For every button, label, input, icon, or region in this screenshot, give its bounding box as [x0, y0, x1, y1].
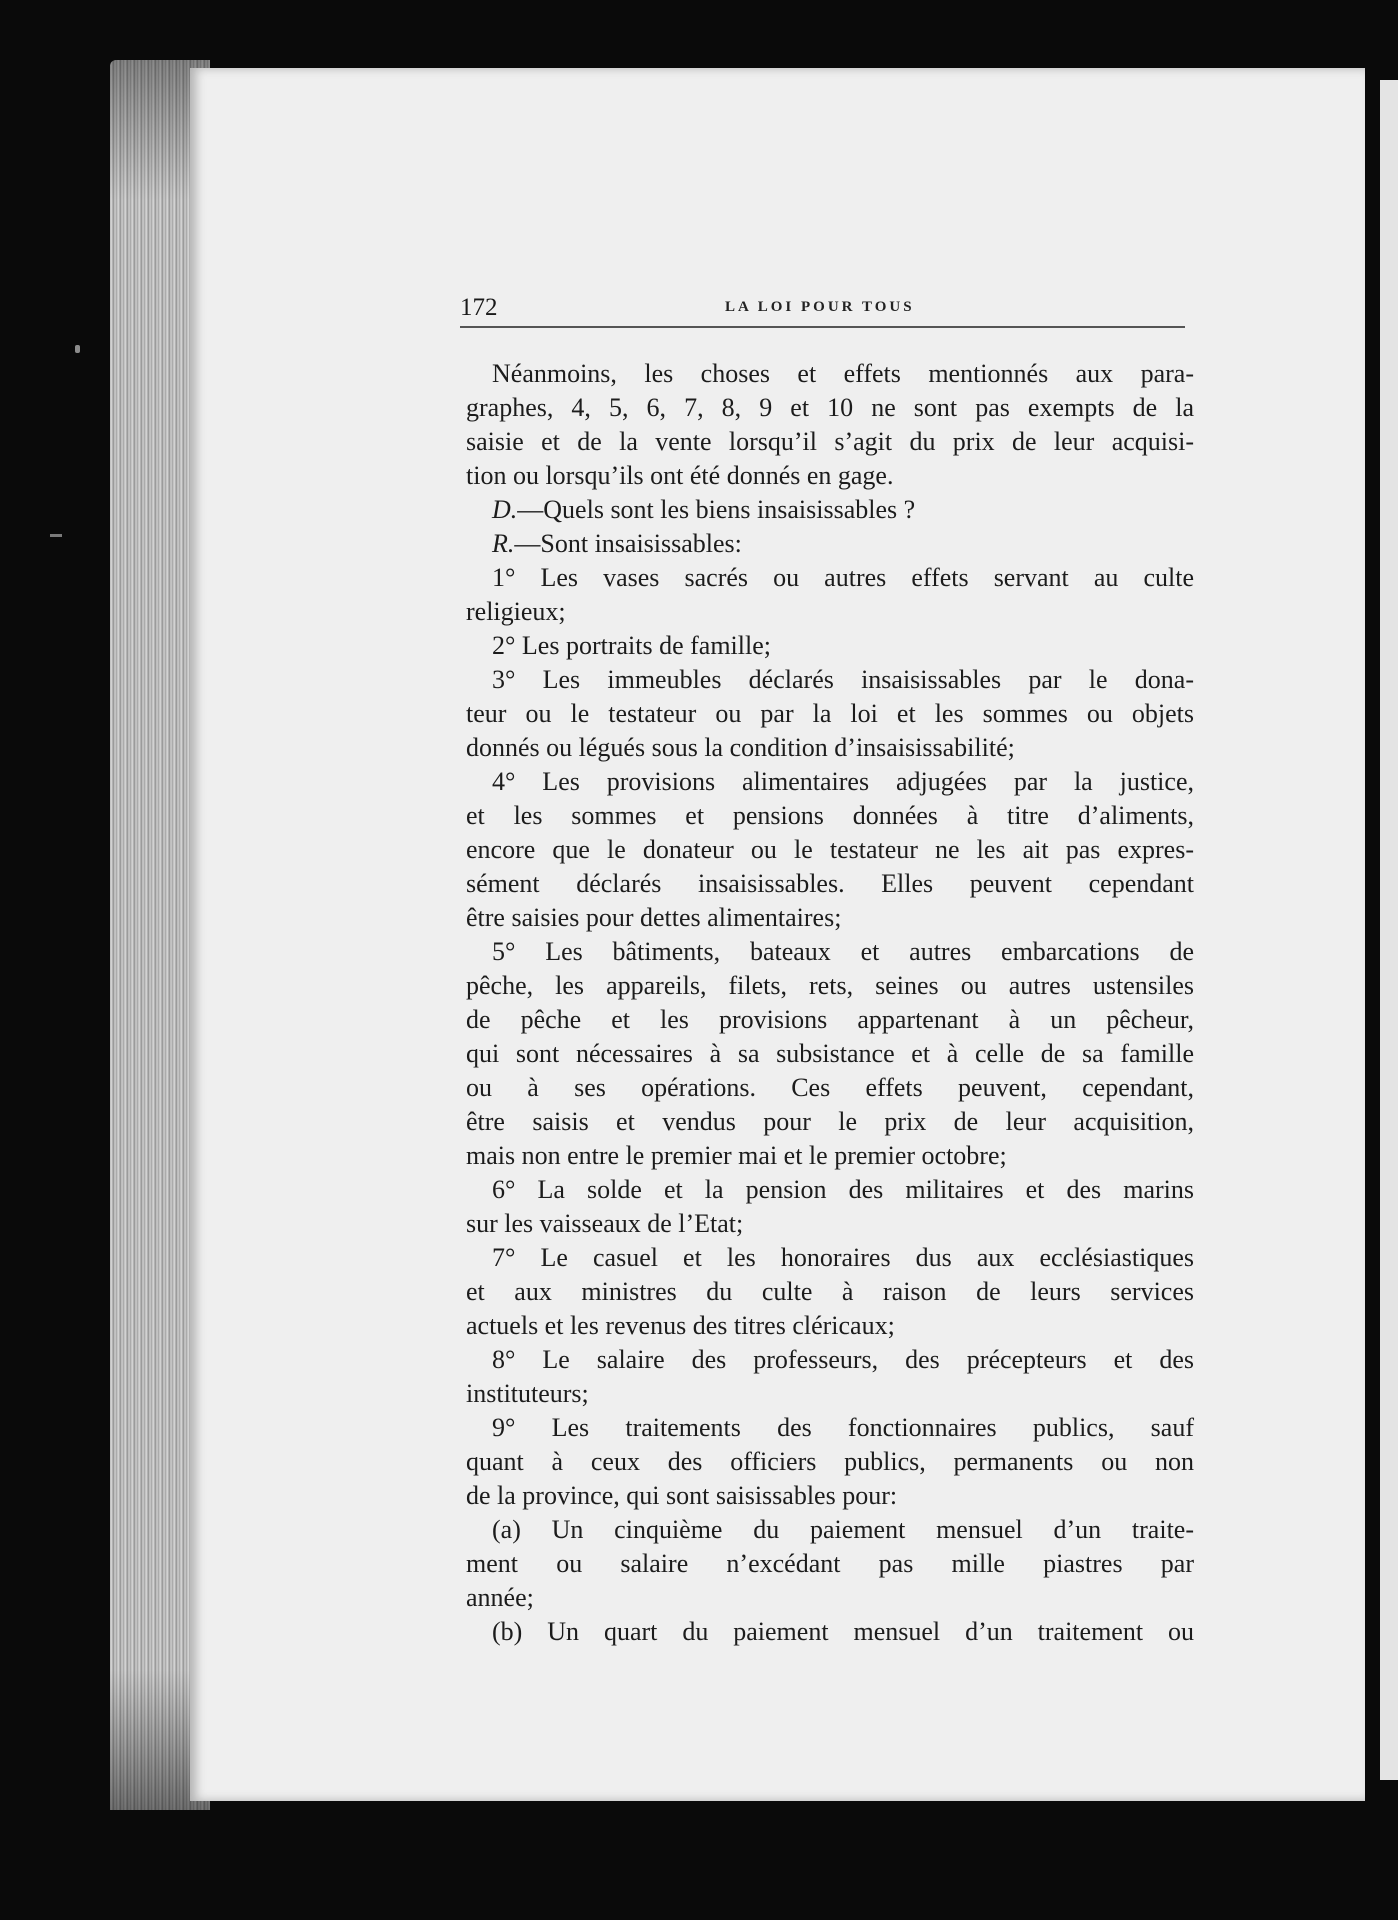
- page-number: 172: [460, 294, 498, 321]
- text-line-content: —Quels sont les biens insaisissables ?: [517, 495, 916, 524]
- text-line: [466, 1547, 1194, 1581]
- text-line: [466, 833, 1194, 867]
- text-line-content: quant à ceux des officiers publics, permanents ou non: [466, 1447, 1194, 1476]
- text-line-content: être saisies pour dettes alimentaires;: [466, 903, 842, 932]
- text-line: [466, 1173, 1194, 1207]
- text-line-content: de pêche et les provisions appartenant à un pêcheur,: [466, 1005, 1194, 1034]
- text-line-content: 7° Le casuel et les honoraires dus aux ecclésiastiques: [492, 1243, 1194, 1272]
- text-line-content: religieux;: [466, 597, 566, 626]
- text-line: [466, 765, 1194, 799]
- facing-page-edge: [1380, 80, 1398, 1780]
- text-line-content: et les sommes et pensions données à titre d’aliments,: [466, 801, 1194, 830]
- text-line: [466, 867, 1194, 901]
- page-header: [460, 294, 1185, 328]
- text-line: [466, 1581, 1194, 1615]
- text-line: [466, 1275, 1194, 1309]
- text-line: [466, 459, 1194, 493]
- text-line: [466, 663, 1194, 697]
- running-head: LA LOI POUR TOUS: [725, 299, 915, 315]
- text-line: [466, 1003, 1194, 1037]
- text-line: [466, 1343, 1194, 1377]
- text-line: [466, 935, 1194, 969]
- text-line-content: année;: [466, 1583, 534, 1612]
- text-line: [466, 1207, 1194, 1241]
- text-line: [466, 731, 1194, 765]
- text-line: [466, 1241, 1194, 1275]
- text-line: [466, 527, 1194, 561]
- text-line-content: saisie et de la vente lorsqu’il s’agit du prix de leur acquisi-: [466, 427, 1194, 456]
- text-line-content: 1° Les vases sacrés ou autres effets servant au culte: [492, 563, 1194, 592]
- text-line: [466, 391, 1194, 425]
- text-line-content: sur les vaisseaux de l’Etat;: [466, 1209, 744, 1238]
- text-line-content: pêche, les appareils, filets, rets, seines ou autres ustensiles: [466, 971, 1194, 1000]
- text-line: [466, 1037, 1194, 1071]
- text-line-content: —Sont insaisissables:: [514, 529, 742, 558]
- text-line-content: 5° Les bâtiments, bateaux et autres embarcations de: [492, 937, 1194, 966]
- text-line-content: 8° Le salaire des professeurs, des précepteurs et des: [492, 1345, 1194, 1374]
- text-line-content: 3° Les immeubles déclarés insaisissables par le dona-: [492, 665, 1194, 694]
- scan-speck: [75, 345, 80, 353]
- text-line: [466, 595, 1194, 629]
- text-line: [466, 969, 1194, 1003]
- scan-speck: [50, 534, 62, 537]
- text-line-content: 4° Les provisions alimentaires adjugées par la justice,: [492, 767, 1194, 796]
- text-line: [466, 1309, 1194, 1343]
- text-line-content: être saisis et vendus pour le prix de leur acquisition,: [466, 1107, 1194, 1136]
- text-line: [466, 1139, 1194, 1173]
- text-line-content: 9° Les traitements des fonctionnaires publics, sauf: [492, 1413, 1194, 1442]
- text-line: [466, 1377, 1194, 1411]
- text-line-content: encore que le donateur ou le testateur ne les ait pas expres-: [466, 835, 1194, 864]
- text-line-content: 2° Les portraits de famille;: [492, 631, 771, 660]
- text-line: [466, 1411, 1194, 1445]
- question-answer-marker: R.: [492, 529, 515, 558]
- body-text: [466, 357, 1194, 1649]
- text-line-content: graphes, 4, 5, 6, 7, 8, 9 et 10 ne sont pas exempts de la: [466, 393, 1194, 422]
- text-line-content: mais non entre le premier mai et le premier octobre;: [466, 1141, 1007, 1170]
- text-line-content: 6° La solde et la pension des militaires et des marins: [492, 1175, 1194, 1204]
- text-line-content: (a) Un cinquième du paiement mensuel d’un traite-: [492, 1515, 1194, 1544]
- question-answer-marker: D.: [492, 495, 518, 524]
- text-line: [466, 799, 1194, 833]
- text-line-content: teur ou le testateur ou par la loi et les sommes ou objets: [466, 699, 1194, 728]
- text-line: [466, 697, 1194, 731]
- text-line: [466, 1615, 1194, 1649]
- text-line: [466, 1479, 1194, 1513]
- text-line-content: tion ou lorsqu’ils ont été donnés en gage.: [466, 461, 894, 490]
- text-line: [466, 629, 1194, 663]
- text-line: [466, 493, 1194, 527]
- text-line-content: Néanmoins, les choses et effets mentionnés aux para-: [492, 359, 1194, 388]
- text-line-content: (b) Un quart du paiement mensuel d’un traitement ou: [492, 1617, 1194, 1646]
- text-line-content: actuels et les revenus des titres cléricaux;: [466, 1311, 895, 1340]
- text-line: [466, 357, 1194, 391]
- text-line-content: sément déclarés insaisissables. Elles peuvent cependant: [466, 869, 1194, 898]
- text-line-content: instituteurs;: [466, 1379, 589, 1408]
- text-line-content: donnés ou légués sous la condition d’insaisissabilité;: [466, 733, 1015, 762]
- header-rule: [460, 326, 1185, 328]
- text-line-content: qui sont nécessaires à sa subsistance et à celle de sa famille: [466, 1039, 1194, 1068]
- text-line-content: et aux ministres du culte à raison de leurs services: [466, 1277, 1194, 1306]
- text-line: [466, 1513, 1194, 1547]
- text-line: [466, 1445, 1194, 1479]
- text-line-content: ou à ses opérations. Ces effets peuvent, cependant,: [466, 1073, 1194, 1102]
- text-line: [466, 901, 1194, 935]
- text-line: [466, 1071, 1194, 1105]
- text-line-content: de la province, qui sont saisissables pour:: [466, 1481, 898, 1510]
- text-line-content: ment ou salaire n’excédant pas mille piastres par: [466, 1549, 1194, 1578]
- text-line: [466, 1105, 1194, 1139]
- text-line: [466, 561, 1194, 595]
- text-line: [466, 425, 1194, 459]
